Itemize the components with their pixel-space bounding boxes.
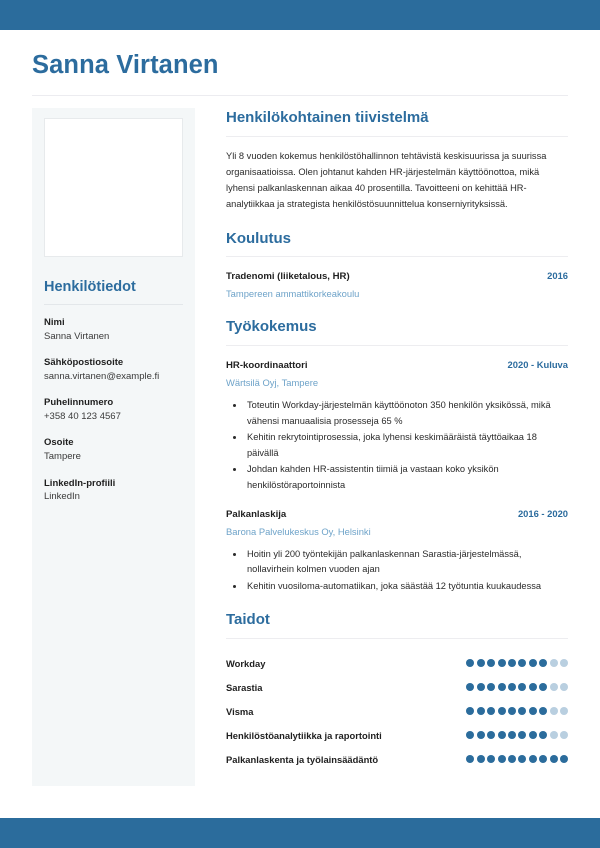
rating-dot-filled xyxy=(498,659,506,667)
contact-label: Osoite xyxy=(44,437,74,449)
rating-dot-filled xyxy=(466,683,474,691)
skill-rating-dots xyxy=(466,683,568,691)
header xyxy=(32,30,568,96)
list-item: • Hoitin yli 200 työntekijän palkanlaskennan Sarastia-järjestelmässä, nollavirhein kolmen vuoden ajan xyxy=(245,547,568,578)
rating-dot-filled xyxy=(539,707,547,715)
section-skills xyxy=(226,611,568,771)
rating-dot-empty xyxy=(560,707,568,715)
contact-item-address xyxy=(44,436,183,464)
education-entry xyxy=(226,269,568,301)
rating-dot-filled xyxy=(550,755,558,763)
rating-dot-filled xyxy=(529,683,537,691)
top-accent-bar xyxy=(0,0,600,30)
contact-value: Tampere xyxy=(44,451,81,463)
rating-dot-filled xyxy=(508,659,516,667)
rating-dot-filled xyxy=(518,731,526,739)
contact-item-phone xyxy=(44,396,183,424)
skill-name: Palkanlaskenta ja työlainsäädäntö xyxy=(226,753,379,765)
section-title-experience: Työkokemus xyxy=(226,318,317,336)
rating-dot-empty xyxy=(560,683,568,691)
section-title-summary: Henkilökohtainen tiivistelmä xyxy=(226,109,429,127)
skills-list xyxy=(226,651,568,771)
rating-dot-filled xyxy=(539,731,547,739)
rating-dot-filled xyxy=(508,683,516,691)
main-column xyxy=(195,108,568,788)
rating-dot-filled xyxy=(518,707,526,715)
summary-text: Yli 8 vuoden kokemus henkilöstöhallinnon tehtävistä keskisuurissa ja suurissa organisaatioissa. Olen johtanut kahden HR-järjestelmän käyttöönottoa, mikä lyhensi palkanlaskennan aikaa 40 prosentilla. Tavoitteeni on kehittää HR-analytiikkaa ja strategista henkilöstösuunnittelua konserniyrityksissä. xyxy=(226,150,547,209)
sidebar-section-title-personal-details: Henkilötiedot xyxy=(44,279,136,296)
skill-row xyxy=(226,747,568,771)
section-divider xyxy=(226,345,568,346)
skill-rating-dots xyxy=(466,731,568,739)
experience-role: HR-koordinaattori xyxy=(226,360,308,372)
rating-dot-filled xyxy=(487,755,495,763)
rating-dot-filled xyxy=(518,683,526,691)
skill-rating-dots xyxy=(466,659,568,667)
rating-dot-filled xyxy=(508,731,516,739)
rating-dot-empty xyxy=(560,659,568,667)
skill-name: Visma xyxy=(226,705,254,717)
rating-dot-empty xyxy=(550,659,558,667)
experience-entry xyxy=(226,358,568,494)
rating-dot-filled xyxy=(529,731,537,739)
rating-dot-filled xyxy=(477,683,485,691)
rating-dot-filled xyxy=(487,731,495,739)
list-item: • Toteutin Workday-järjestelmän käyttöönoton 350 henkilön yksikössä, mikä vähensi manuaalisia prosesseja 65 % xyxy=(245,398,568,429)
rating-dot-filled xyxy=(498,731,506,739)
rating-dot-filled xyxy=(539,683,547,691)
rating-dot-filled xyxy=(477,755,485,763)
rating-dot-filled xyxy=(466,755,474,763)
rating-dot-filled xyxy=(539,659,547,667)
section-summary xyxy=(226,109,568,213)
skill-row xyxy=(226,675,568,699)
photo-placeholder xyxy=(44,118,183,257)
skill-row xyxy=(226,651,568,675)
contact-label: Puhelinnumero xyxy=(44,397,114,409)
rating-dot-filled xyxy=(477,731,485,739)
bottom-accent-bar xyxy=(0,818,600,848)
list-item: • Johdan kahden HR-assistentin tiimiä ja vastaan koko yksikön henkilöstöraportoinnista xyxy=(245,462,568,493)
entry-header xyxy=(226,358,568,374)
list-item: • Kehitin rekrytointiprosessia, joka lyhensi keskimääräistä täyttöaikaa 18 päivällä xyxy=(245,430,568,461)
education-institution: Tampereen ammattikorkeakoulu xyxy=(226,288,360,300)
contact-value: Sanna Virtanen xyxy=(44,331,110,343)
rating-dot-filled xyxy=(477,659,485,667)
contact-label: Sähköpostiosoite xyxy=(44,357,124,369)
education-date: 2016 xyxy=(547,270,568,282)
rating-dot-filled xyxy=(477,707,485,715)
skill-rating-dots xyxy=(466,707,568,715)
skill-row xyxy=(226,723,568,747)
rating-dot-filled xyxy=(466,659,474,667)
experience-date: 2016 - 2020 xyxy=(517,507,568,519)
rating-dot-filled xyxy=(487,683,495,691)
experience-bullets xyxy=(226,398,568,494)
rating-dot-empty xyxy=(550,683,558,691)
skill-rating-dots xyxy=(466,755,568,763)
rating-dot-filled xyxy=(498,683,506,691)
skill-row xyxy=(226,699,568,723)
rating-dot-filled xyxy=(508,707,516,715)
rating-dot-filled xyxy=(487,707,495,715)
experience-bullets xyxy=(226,547,568,595)
rating-dot-filled xyxy=(560,755,568,763)
content-columns xyxy=(32,108,568,788)
contact-value: +358 40 123 4567 xyxy=(44,411,121,423)
rating-dot-filled xyxy=(518,659,526,667)
rating-dot-empty xyxy=(550,707,558,715)
experience-date: 2020 - Kuluva xyxy=(507,359,568,371)
section-divider xyxy=(226,638,568,639)
contact-label: Nimi xyxy=(44,317,65,329)
experience-employer: Wärtsilä Oyj, Tampere xyxy=(226,377,319,388)
experience-role: Palkanlaskija xyxy=(226,508,287,520)
rating-dot-empty xyxy=(550,731,558,739)
rating-dot-empty xyxy=(560,731,568,739)
header-divider xyxy=(32,95,568,96)
experience-employer: Barona Palvelukeskus Oy, Helsinki xyxy=(226,525,371,537)
section-title-education: Koulutus xyxy=(226,229,291,247)
rating-dot-filled xyxy=(466,731,474,739)
skill-name: Sarastia xyxy=(226,681,263,693)
contact-value: sanna.virtanen@example.fi xyxy=(44,371,160,383)
contact-item-name xyxy=(44,316,183,344)
rating-dot-filled xyxy=(529,659,537,667)
rating-dot-filled xyxy=(487,659,495,667)
rating-dot-filled xyxy=(508,755,516,763)
page-title: Sanna Virtanen xyxy=(32,51,219,79)
resume-page xyxy=(0,30,600,818)
contact-value: LinkedIn xyxy=(44,491,80,503)
education-degree: Tradenomi (liiketalous, HR) xyxy=(226,271,350,283)
contact-label: LinkedIn-profiili xyxy=(44,477,116,489)
contact-list xyxy=(44,316,183,504)
entry-header xyxy=(226,507,568,523)
sidebar xyxy=(32,108,195,786)
rating-dot-filled xyxy=(518,755,526,763)
section-title-skills: Taidot xyxy=(226,611,270,629)
skill-name: Henkilöstöanalytiikka ja raportointi xyxy=(226,729,382,741)
rating-dot-filled xyxy=(529,707,537,715)
contact-item-email xyxy=(44,356,183,384)
rating-dot-filled xyxy=(498,755,506,763)
entry-header xyxy=(226,269,568,285)
rating-dot-filled xyxy=(529,755,537,763)
rating-dot-filled xyxy=(539,755,547,763)
rating-dot-filled xyxy=(498,707,506,715)
section-divider xyxy=(226,136,568,137)
list-item: • Kehitin vuosiloma-automatiikan, joka säästää 12 työtuntia kuukaudessa xyxy=(245,579,568,595)
section-education xyxy=(226,230,568,302)
rating-dot-filled xyxy=(466,707,474,715)
contact-item-linkedin xyxy=(44,477,183,505)
experience-entry xyxy=(226,507,568,595)
section-divider xyxy=(226,256,568,257)
skill-name: Workday xyxy=(226,657,266,669)
sidebar-title-divider xyxy=(44,304,183,305)
section-experience xyxy=(226,318,568,594)
